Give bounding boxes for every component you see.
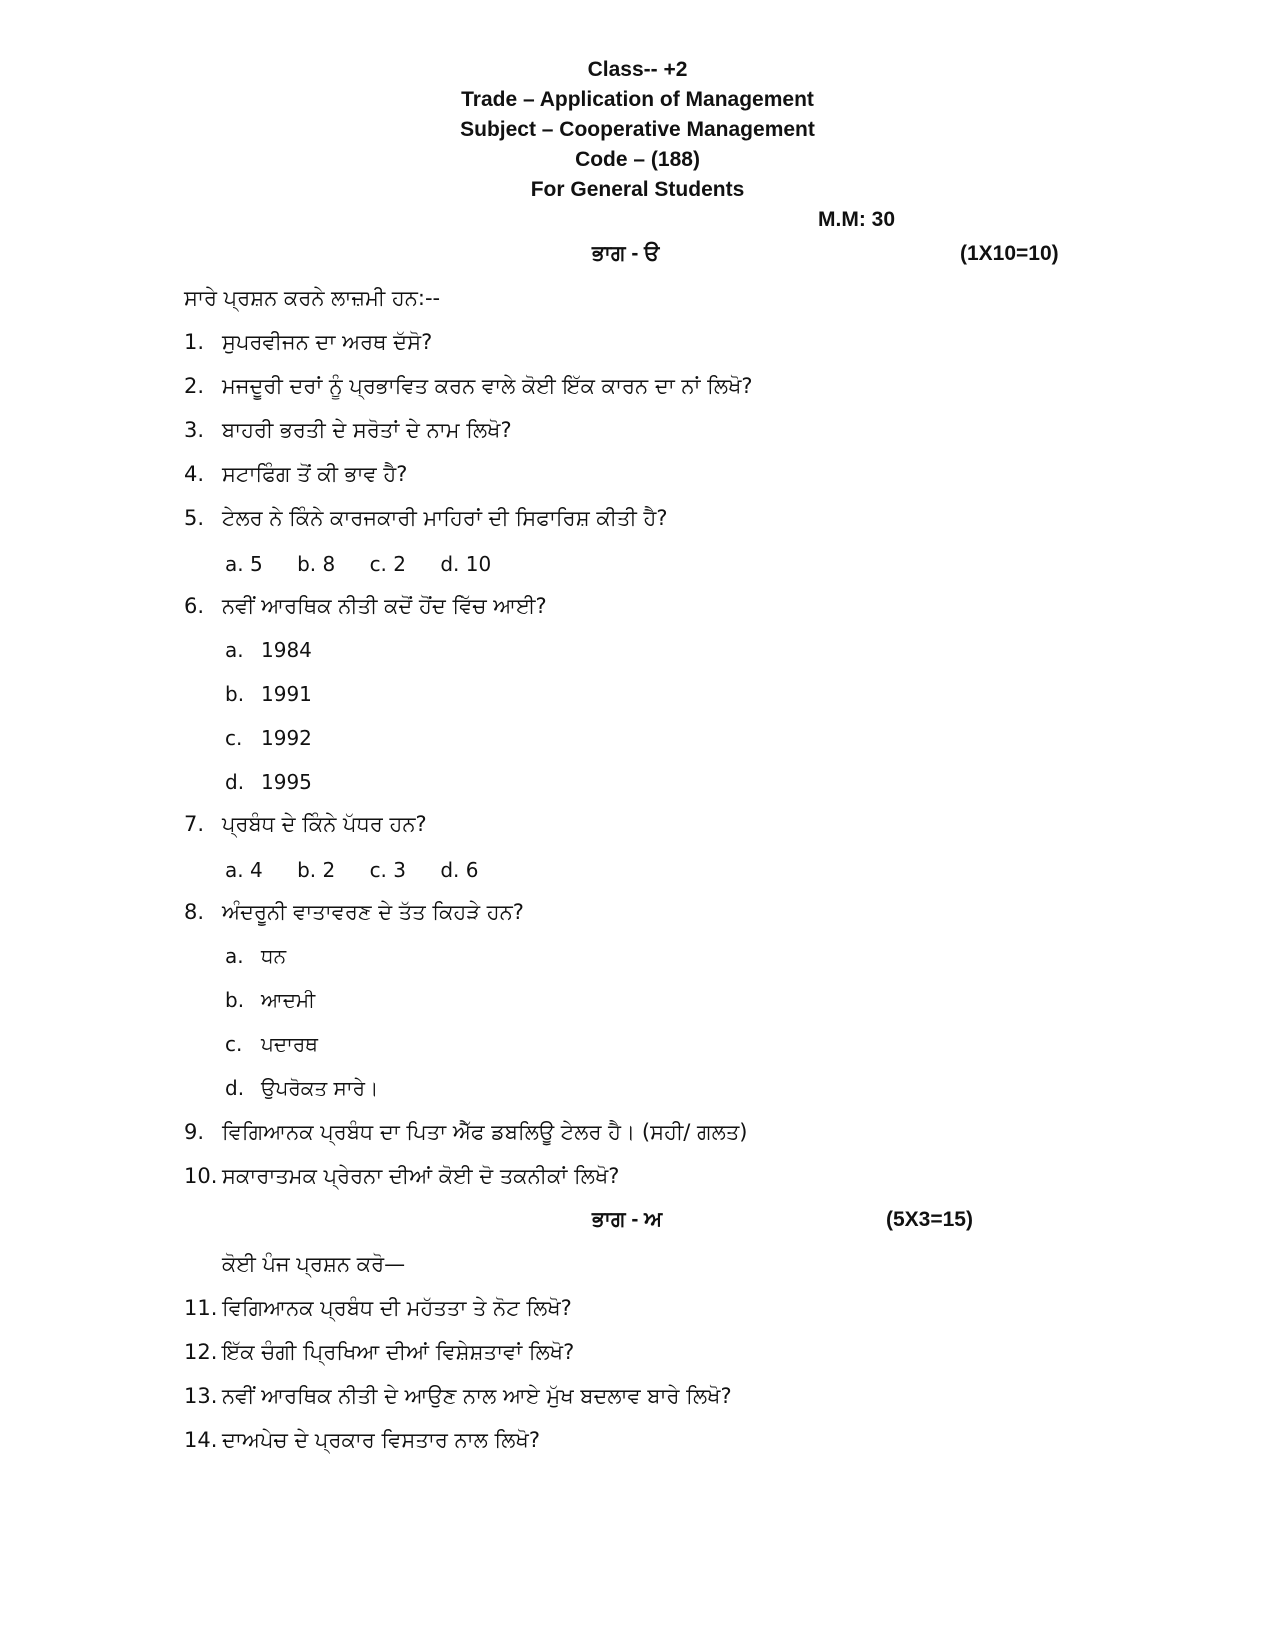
question bbox=[184, 1384, 732, 1409]
option bbox=[225, 726, 312, 750]
part-a-marks: (1X10=10) bbox=[960, 242, 1059, 265]
question-text: ਪ੍ਰਬੰਧ ਦੇ ਕਿੰਨੇ ਪੱਧਰ ਹਨ? bbox=[222, 812, 427, 836]
question-text: ਬਾਹਰੀ ਭਰਤੀ ਦੇ ਸਰੋਤਾਂ ਦੇ ਨਾਮ ਲਿਖੋ? bbox=[222, 418, 512, 442]
question-text: ਅੰਦਰੂਨੀ ਵਾਤਾਵਰਣ ਦੇ ਤੱਤ ਕਿਹੜੇ ਹਨ? bbox=[222, 900, 524, 924]
option-letter: a. bbox=[225, 638, 244, 662]
question-text: ਮਜਦੂਰੀ ਦਰਾਂ ਨੂੰ ਪ੍ਰਭਾਵਿਤ ਕਰਨ ਵਾਲੇ ਕੋਈ ਇੱਕ ਕਾਰਨ ਦਾ ਨਾਂ ਲਿਖੋ? bbox=[222, 374, 753, 398]
subject-line: Subject – Cooperative Management bbox=[460, 118, 815, 141]
part-a-title: ਭਾਗ - ੳ bbox=[592, 242, 660, 265]
question bbox=[184, 1340, 574, 1365]
question bbox=[184, 1120, 747, 1145]
option: a. 4 bbox=[225, 858, 263, 882]
option: d. 10 bbox=[440, 552, 492, 576]
students-line: For General Students bbox=[530, 178, 745, 201]
question-text: ਟੇਲਰ ਨੇ ਕਿੰਨੇ ਕਾਰਜਕਾਰੀ ਮਾਹਿਰਾਂ ਦੀ ਸਿਫਾਰਿਸ਼ ਕੀਤੀ ਹੈ? bbox=[222, 506, 668, 530]
part-b-instruction: ਕੋਈ ਪੰਜ ਪ੍ਰਸ਼ਨ ਕਰੋ— bbox=[222, 1252, 406, 1276]
option-letter: b. bbox=[225, 682, 245, 706]
class-line: Class-- +2 bbox=[587, 58, 688, 81]
option-text: 1991 bbox=[261, 682, 312, 706]
question-number: 3. bbox=[184, 418, 205, 442]
question bbox=[184, 1428, 540, 1453]
question-text: ਇੱਕ ਚੰਗੀ ਪ੍ਰਿਖਿਆ ਦੀਆਂ ਵਿਸ਼ੇਸ਼ਤਾਵਾਂ ਲਿਖੋ? bbox=[222, 1340, 575, 1364]
question bbox=[184, 594, 547, 619]
q5-options bbox=[225, 552, 519, 576]
option-letter: a. bbox=[225, 944, 244, 968]
option-text: ਧਨ bbox=[261, 944, 287, 968]
option-letter: b. bbox=[225, 988, 245, 1012]
question bbox=[184, 1164, 619, 1189]
option-letter: c. bbox=[225, 726, 243, 750]
q7-options bbox=[225, 858, 507, 882]
question-text: ਨਵੀਂ ਆਰਥਿਕ ਨੀਤੀ ਦੇ ਆਉਣ ਨਾਲ ਆਏ ਮੁੱਖ ਬਦਲਾਵ ਬਾਰੇ ਲਿਖੋ? bbox=[222, 1384, 732, 1408]
option: c. 2 bbox=[369, 552, 406, 576]
max-marks: M.M: 30 bbox=[818, 208, 896, 231]
option-text: ਪਦਾਰਥ bbox=[261, 1032, 318, 1056]
question-number: 2. bbox=[184, 374, 205, 398]
code-line: Code – (188) bbox=[575, 148, 700, 171]
question-number: 14. bbox=[184, 1428, 218, 1452]
question-number: 7. bbox=[184, 812, 205, 836]
question bbox=[184, 418, 512, 443]
option: c. 3 bbox=[369, 858, 406, 882]
question-number: 6. bbox=[184, 594, 205, 618]
question-text: ਸਟਾਫਿੰਗ ਤੋਂ ਕੀ ਭਾਵ ਹੈ? bbox=[222, 462, 408, 486]
option: a. 5 bbox=[225, 552, 263, 576]
part-a-instruction: ਸਾਰੇ ਪ੍ਰਸ਼ਨ ਕਰਨੇ ਲਾਜ਼ਮੀ ਹਨ:-- bbox=[184, 286, 441, 310]
question-text: ਸੁਪਰਵੀਜਨ ਦਾ ਅਰਥ ਦੱਸੋ? bbox=[222, 330, 433, 354]
question-number: 12. bbox=[184, 1340, 218, 1364]
option-letter: d. bbox=[225, 1076, 245, 1100]
option-letter: d. bbox=[225, 770, 245, 794]
question bbox=[184, 330, 432, 355]
option-text: ਉਪਰੋਕਤ ਸਾਰੇ। bbox=[261, 1076, 379, 1100]
question bbox=[184, 812, 427, 837]
question-number: 11. bbox=[184, 1296, 218, 1320]
question-text: ਵਿਗਿਆਨਕ ਪ੍ਰਬੰਧ ਦੀ ਮਹੱਤਤਾ ਤੇ ਨੋਟ ਲਿਖੋ? bbox=[222, 1296, 572, 1320]
question bbox=[184, 506, 668, 531]
question-number: 13. bbox=[184, 1384, 218, 1408]
option bbox=[225, 638, 312, 662]
question-text: ਸਕਾਰਾਤਮਕ ਪ੍ਰੇਰਨਾ ਦੀਆਂ ਕੋਈ ਦੋ ਤਕਨੀਕਾਂ ਲਿਖੋ? bbox=[222, 1164, 620, 1188]
option bbox=[225, 944, 286, 968]
question bbox=[184, 900, 524, 925]
option-letter: c. bbox=[225, 1032, 243, 1056]
question-number: 9. bbox=[184, 1120, 205, 1144]
question-number: 1. bbox=[184, 330, 205, 354]
trade-line: Trade – Application of Management bbox=[461, 88, 814, 111]
option-text: ਆਦਮੀ bbox=[261, 988, 316, 1012]
option-text: 1984 bbox=[261, 638, 312, 662]
question-number: 8. bbox=[184, 900, 205, 924]
option bbox=[225, 988, 315, 1012]
question-text: ਨਵੀਂ ਆਰਥਿਕ ਨੀਤੀ ਕਦੋਂ ਹੋਂਦ ਵਿੱਚ ਆਈ? bbox=[222, 594, 547, 618]
option bbox=[225, 682, 312, 706]
part-b-marks: (5X3=15) bbox=[886, 1208, 973, 1231]
option: d. 6 bbox=[440, 858, 479, 882]
option: b. 8 bbox=[297, 552, 336, 576]
question bbox=[184, 374, 753, 399]
question bbox=[184, 462, 407, 487]
part-b-title: ਭਾਗ - ਅ bbox=[592, 1208, 663, 1231]
option bbox=[225, 770, 312, 794]
option bbox=[225, 1076, 378, 1100]
option-text: 1992 bbox=[261, 726, 312, 750]
question bbox=[184, 1296, 572, 1321]
question-text: ਦਾਅਪੇਚ ਦੇ ਪ੍ਰਕਾਰ ਵਿਸਤਾਰ ਨਾਲ ਲਿਖੋ? bbox=[222, 1428, 540, 1452]
option-text: 1995 bbox=[261, 770, 312, 794]
question-number: 10. bbox=[184, 1164, 218, 1188]
option bbox=[225, 1032, 318, 1056]
question-number: 4. bbox=[184, 462, 205, 486]
option: b. 2 bbox=[297, 858, 336, 882]
question-text: ਵਿਗਿਆਨਕ ਪ੍ਰਬੰਧ ਦਾ ਪਿਤਾ ਐੱਫ ਡਬਲਿਊ ਟੇਲਰ ਹੈ। (ਸਹੀ/ ਗਲਤ) bbox=[222, 1120, 748, 1144]
question-number: 5. bbox=[184, 506, 205, 530]
